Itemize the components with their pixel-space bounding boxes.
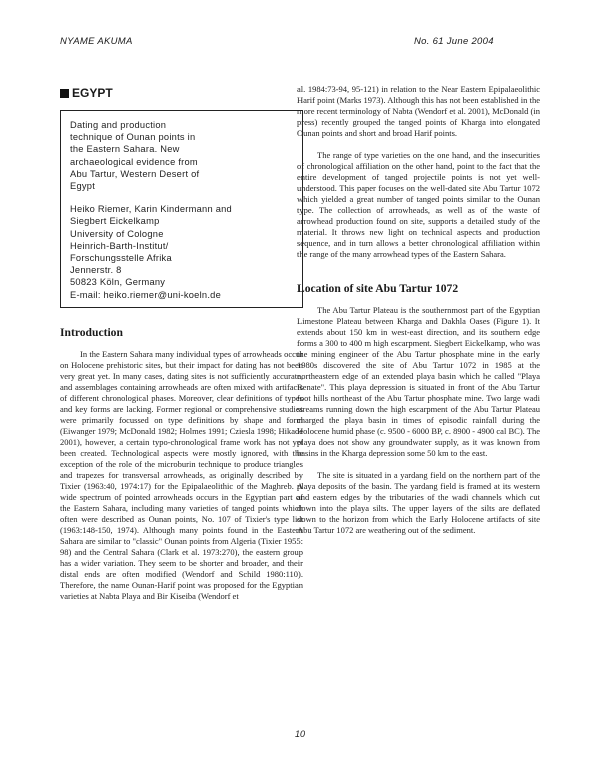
affiliation-line: Forschungsstelle Afrika — [70, 253, 172, 264]
section-square-icon — [60, 89, 69, 98]
email-line: E-mail: heiko.riemer@uni-koeln.de — [70, 289, 221, 300]
page-number: 10 — [294, 729, 305, 739]
section-tag — [60, 86, 303, 100]
article-title-line: technique of Ounan points in — [70, 132, 196, 143]
section-tag-label: EGYPT — [72, 86, 113, 100]
issue-info: No. 61 June 2004 — [414, 36, 494, 47]
article-title-line: the Eastern Sahara. New — [70, 144, 180, 155]
article-title-line: Egypt — [70, 181, 96, 192]
author-line: Siegbert Eickelkamp — [70, 216, 160, 227]
author-line: Heiko Riemer, Karin Kindermann and — [70, 204, 232, 215]
right-column — [297, 84, 540, 536]
article-title-line: archaeological evidence from — [70, 156, 198, 167]
title-box — [60, 110, 303, 308]
body-paragraph: The Abu Tartur Plateau is the southernmost part of the Egyptian Limestone Plateau between Kharga and Dakhla Oases (Figure 1). It extends about 150 km in west-east direction, and its southern edge forms a 300 to 400 m high escarpment. Siegbert Eickelkamp, who was the mining engineer of the Abu Tartur phosphate mine in the early 1980s discovered the site of Abu Tartur 1072 in 1985 at the northeastern edge of an extended playa basin which he called "Playa Renate". This playa depression is situated in front of the Abu Tartur foot hills northeast of the Abu Tartur phosphate mine. Two large wadi streams running down the high escarpment of the Abu Tartur Plateau charged the playa basin in times of episodic rainfall during the Holocene humid phase (c. 9500 - 6000 BP, c. 8900 - 4900 cal BC). The playa does not show any groundwater supply, as it was known from basins in the Kharga depression some 50 km to the east. — [297, 305, 540, 458]
left-column — [60, 84, 303, 602]
body-paragraph: The range of type varieties on the one hand, and the insecurities of chronological affiliation on the other hand, point to the fact that the entire development of tanged projectile points is not yet well-understood. This paper focuses on the well-dated site Abu Tartur 1072 which yielded a great number of tanged points similar to the Ounan type. The collection of arrowheads, as well as of the waste of arrowhead production found on site, supports a detailed study of the material. It throws new light on technical aspects and production sequence, and in turn allows a better chronological affiliation within the range of the many arrowhead types of the Eastern Sahara. — [297, 150, 540, 259]
affiliation-line: University of Cologne — [70, 228, 164, 239]
introduction-paragraph: In the Eastern Sahara many individual types of arrowheads occur on Holocene prehistoric sites, but their impact for dating has not been very great yet. In many cases, dating sites is not sufficiently accurate, and assemblages containing arrowheads are often mixed with artifacts of different chronological phases. Moreover, clear definitions of types and key forms are lacking. Former regional or comprehensive studies were primarily focussed on type definitions by shape and form (Eiwanger 1979; McDonald 1982; Holmes 1991; Cziesla 1998; Hikade 2001), however, a certain typo-chronological frame work has not yet been created. Technological aspects were mostly ignored, with the exception of the role of the microburin technique to produce triangles and trapezes for transversal arrowheads, as originally described by Tixier (1963:40, 1974:17) for the Epipalaeolithic of the Maghreb. A wide spectrum of pointed arrowheads occurs in the Egyptian part of the Eastern Sahara, including many varieties of tanged points which often were described as Ounan points, No. 107 of Tixier's type list (1963:148-150, 1974). Although many points found in the Eastern Sahara are similar to "classic" Ounan points from Algeria (Tixier 1955: 98) and the Central Sahara (Clark et al. 1973:270), the eastern group has a wider variation. They seem to be shorter and broader, and their distal ends are often modified (Wendorf and Schild 1980:110). Therefore, the name Ounan-Harif point was proposed for the Egyptian varieties at Nabta Playa and Bir Kiseiba (Wendorf et — [60, 348, 303, 601]
article-title-line: Abu Tartur, Western Desert of — [70, 168, 200, 179]
journal-name: NYAME AKUMA — [60, 36, 133, 47]
location-heading: Location of site Abu Tartur 1072 — [297, 282, 459, 295]
affiliation-line: Heinrich-Barth-Institut/ — [70, 240, 169, 251]
address-line: 50823 Köln, Germany — [70, 277, 166, 288]
address-line: Jennerstr. 8 — [70, 265, 122, 276]
continued-paragraph: al. 1984:73-94, 95-121) in relation to the Near Eastern Epipalaeolithic Harif point (Marks 1973). Although this has not been established in the more recent terminology of Nabta (Wendorf et al. 2001), McDonald (in press) recently grouped the tanged points of Kharga into elongated Ounan points and short and broad Harif points. — [297, 84, 540, 138]
body-paragraph: The site is situated in a yardang field on the northern part of the playa deposits of the basin. The yardang field is framed at its western and eastern edges by the tributaries of the wadi channels which cut down into the playa silts. The upper layers of the silts are deflated down to the horizon from which the Early Holocene artifacts of site Abu Tartur 1072 are weathering out of the sediment. — [297, 470, 540, 535]
article-title-line: Dating and production — [70, 120, 167, 130]
introduction-heading: Introduction — [60, 325, 123, 339]
